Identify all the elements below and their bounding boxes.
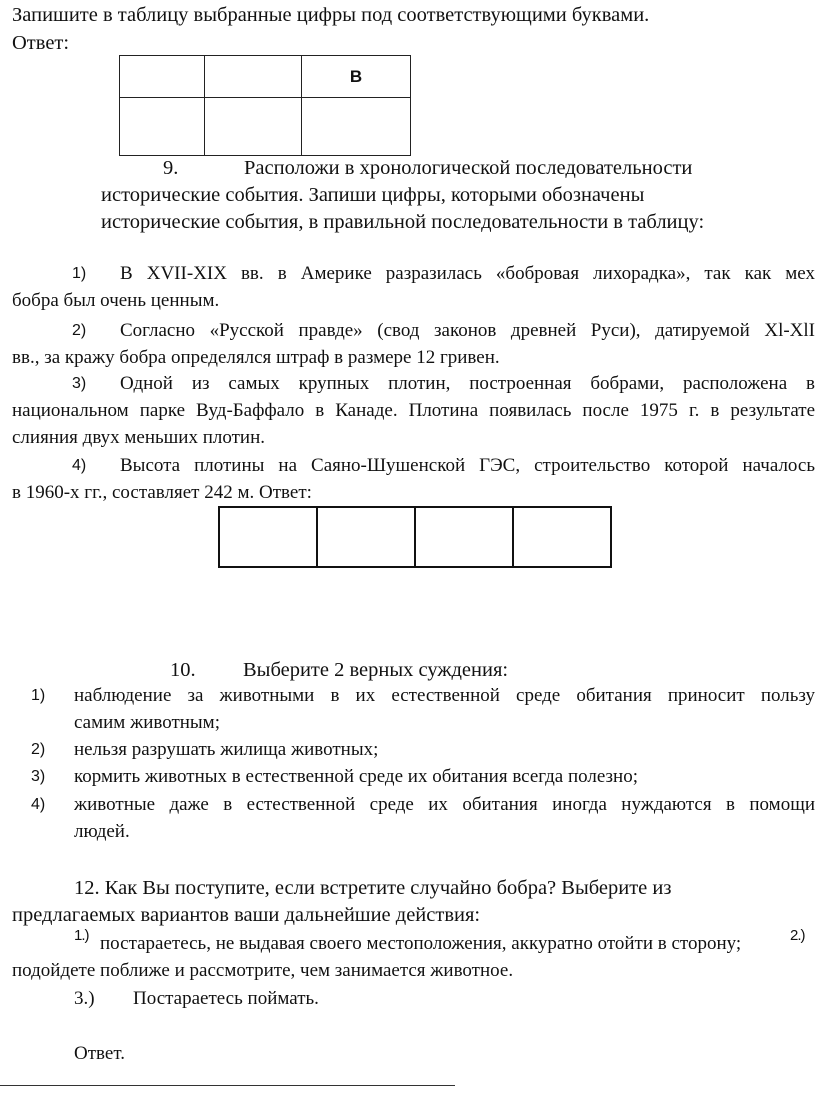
q12-option-number: 1.) [74, 927, 89, 944]
q10-item-text: людей. [74, 821, 130, 842]
q10-item-number: 3) [31, 768, 46, 785]
answer-table-1 [119, 55, 411, 156]
q12-option-text: подойдете поближе и рассмотрите, чем занимается животное. [12, 960, 514, 981]
intro-instruction: Запишите в таблицу выбранные цифры под соответствующими буквами. [12, 4, 650, 26]
answer-table-2-input-cell[interactable] [219, 507, 317, 567]
q9-item-text: Согласно «Русской правде» (свод законов древней Руси), датируемой Xl-XlI [120, 320, 815, 341]
q9-item-number: 2) [72, 322, 87, 339]
q10-item-text: кормить животных в естественной среде их обитания всегда полезно; [74, 766, 638, 787]
intro-answer-label: Ответ: [12, 32, 70, 54]
q12-option-number: 3.) [74, 988, 95, 1009]
answer-table-1-input-cell[interactable] [205, 98, 302, 156]
footnote-divider [0, 1085, 455, 1086]
q12-title-line: 12. Как Вы поступите, если встретите случайно бобра? Выберите из [74, 877, 672, 899]
q10-item-number: 4) [31, 796, 46, 813]
q9-item-text: Высота плотины на Саяно-Шушенской ГЭС, строительство которой началось [120, 455, 815, 476]
q12-option-text: постараетесь, не выдавая своего местоположения, аккуратно отойти в сторону; [100, 933, 742, 954]
q10-title: Выберите 2 верных суждения: [243, 659, 509, 681]
answer-table-2 [218, 506, 612, 568]
answer-table-2-input-cell[interactable] [513, 507, 611, 567]
q10-item-text: наблюдение за животными в их естественной среде обитания приносит пользу [74, 685, 815, 706]
q12-option-number: 2.) [790, 927, 805, 944]
q9-item-text: в 1960-х гг., составляет 242 м. Ответ: [12, 482, 312, 503]
q9-item-text: национальном парке Вуд-Баффало в Канаде. Плотина появилась после 1975 г. в результате [12, 400, 815, 421]
q10-item-text: нельзя разрушать жилища животных; [74, 739, 379, 760]
q9-item-number: 4) [72, 457, 87, 474]
q9-item-text: бобра был очень ценным. [12, 290, 220, 311]
q10-number: 10. [170, 659, 196, 681]
q9-item-text: слияния двух меньших плотин. [12, 427, 266, 448]
q9-number: 9. [163, 157, 179, 179]
answer-table-1-input-cell[interactable] [120, 98, 205, 156]
q10-item-number: 2) [31, 741, 46, 758]
q9-item-text: В XVII-XIX вв. в Америке разразилась «бобровая лихорадка», так как мех [120, 263, 815, 284]
q12-title-line: предлагаемых вариантов ваши дальнейшие действия: [12, 904, 481, 926]
q9-item-text: вв., за кражу бобра определялся штраф в размере 12 гривен. [12, 347, 500, 368]
q12-option-text: Постараетесь поймать. [133, 988, 319, 1009]
answer-table-1-header-cell [205, 56, 302, 98]
q9-item-text: Одной из самых крупных плотин, построенная бобрами, расположена в [120, 373, 815, 394]
answer-table-1-input-cell[interactable] [302, 98, 411, 156]
answer-table-2-input-cell[interactable] [317, 507, 415, 567]
q9-item-number: 3) [72, 375, 87, 392]
q9-title-line: исторические события, в правильной последовательности в таблицу: [101, 211, 705, 233]
q9-title-line: Расположи в хронологической последовательности [244, 157, 693, 179]
q10-item-number: 1) [31, 687, 46, 704]
answer-table-1-header-cell: В [302, 56, 411, 98]
q10-item-text: животные даже в естественной среде их обитания иногда нуждаются в помощи [74, 794, 815, 815]
answer-table-2-input-cell[interactable] [415, 507, 513, 567]
answer-table-1-header-cell [120, 56, 205, 98]
q9-title-line: исторические события. Запиши цифры, которыми обозначены [101, 184, 645, 206]
q9-item-number: 1) [72, 265, 87, 282]
q10-item-text: самим животным; [74, 712, 220, 733]
q12-answer-label: Ответ. [74, 1043, 125, 1064]
